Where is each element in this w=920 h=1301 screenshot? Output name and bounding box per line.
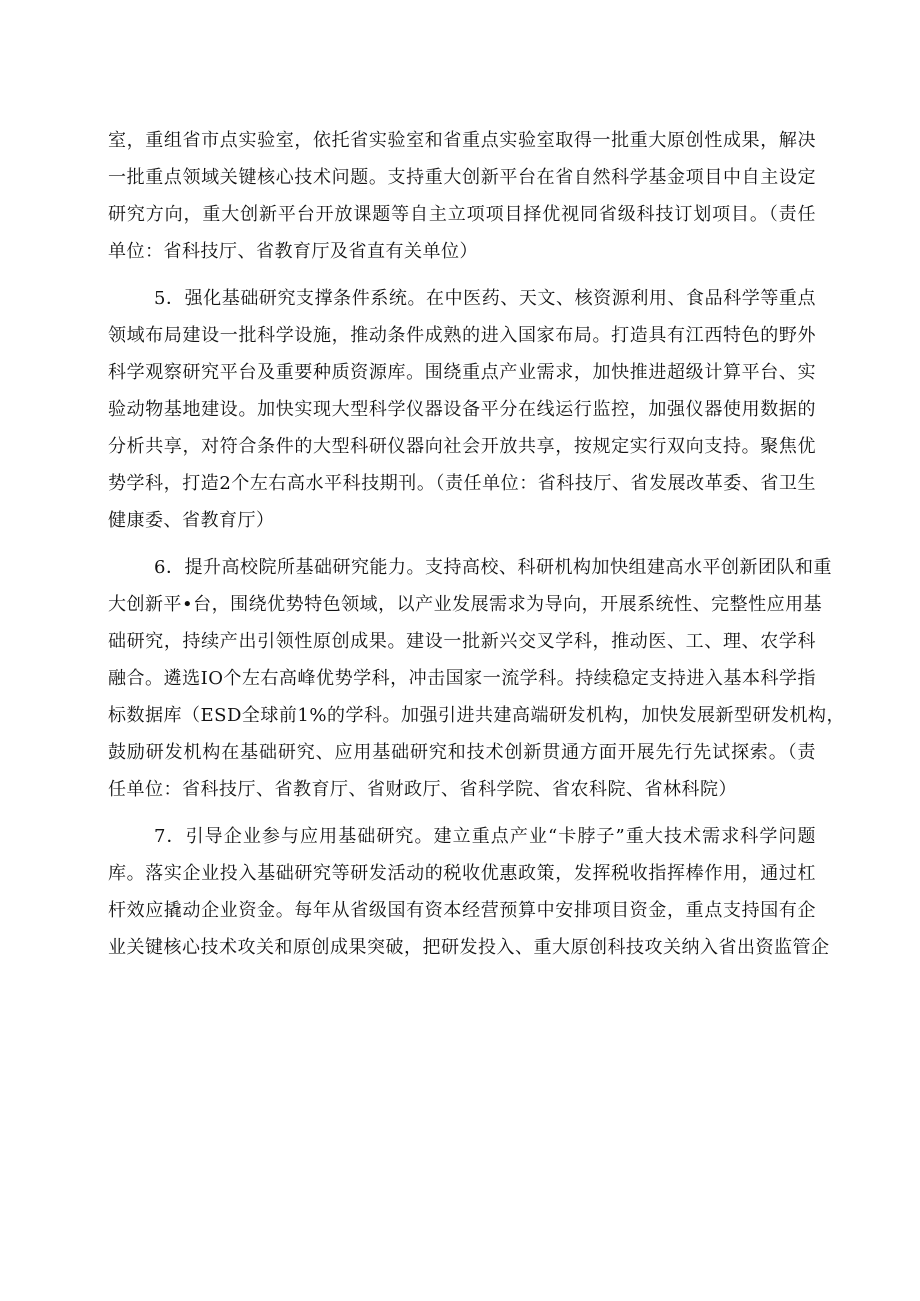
paragraph-heading-line: 5．强化基础研究支撑条件系统。在中医药、天文、核资源利用、食品科学等重点 [154, 288, 816, 309]
paragraph-item-6 [108, 549, 845, 808]
paragraph-item-5 [108, 280, 816, 539]
paragraph-item-7 [108, 818, 830, 966]
text-line: 础研究，持续产出引领性原创成果。建设一批新兴交叉学科，推动医、工、理、农学科 [108, 631, 816, 652]
text-line: 杆效应撬动企业资金。每年从省级国有资本经营预算中安排项目资金，重点支持国有企 [108, 900, 816, 921]
text-line: 分析共享，对符合条件的大型科研仪器向社会开放共享，按规定实行双向支持。聚焦优 [108, 436, 816, 457]
paragraph-heading-line: 6．提升高校院所基础研究能力。支持高校、科研机构加快组建高水平创新团队和重 [154, 557, 832, 578]
text-line: 单位：省科技厅、省教育厅及省直有关单位） [108, 241, 478, 262]
document-body [108, 122, 845, 976]
text-line: 大创新平•台，围绕优势特色领域，以产业发展需求为导向，开展系统性、完整性应用基 [108, 594, 823, 615]
text-line: 一批重点领域关键核心技术问题。支持重大创新平台在省自然科学基金项目中自主设定 [108, 167, 816, 188]
text-line: 任单位：省科技厅、省教育厅、省财政厅、省科学院、省农科院、省林科院） [108, 779, 737, 800]
text-line: 领域布局建设一批科学设施，推动条件成熟的进入国家布局。打造具有江西特色的野外 [108, 325, 816, 346]
paragraph-lab-restructuring [108, 122, 816, 270]
text-line: 业关键核心技术攻关和原创成果突破，把研发投入、重大原创科技攻关纳入省出资监管企 [108, 937, 830, 958]
text-line: 研究方向，重大创新平台开放课题等自主立项项目择优视同省级科技订划项目。（责任 [108, 204, 816, 225]
text-line: 鼓励研发机构在基础研究、应用基础研究和技术创新贯通方面开展先行先试探索。（责 [108, 742, 816, 763]
text-line: 库。落实企业投入基础研究等研发活动的税收优惠政策，发挥税收指挥棒作用，通过杠 [108, 863, 816, 884]
text-line: 融合。遴选IO个左右高峰优势学科，冲击国家一流学科。持续稳定支持进入基本科学指 [108, 668, 816, 689]
text-line: 室，重组省市点实验室，依托省实验室和省重点实验室取得一批重大原创性成果，解决 [108, 130, 816, 151]
text-line: 验动物基地建设。加快实现大型科学仪器设备平分在线运行监控，加强仪器使用数据的 [108, 399, 816, 420]
paragraph-heading-line: 7．引导企业参与应用基础研究。建立重点产业“卡脖子”重大技术需求科学问题 [154, 826, 816, 847]
text-line: 标数据库（ESD全球前1%的学科。加强引进共建高端研发机构，加快发展新型研发机构， [108, 705, 845, 726]
text-line: 健康委、省教育厅） [108, 510, 275, 531]
text-line: 科学观察研究平台及重要种质资源库。围绕重点产业需求，加快推进超级计算平台、实 [108, 362, 816, 383]
text-line: 势学科，打造2个左右高水平科技期刊。（责任单位：省科技厅、省发展改革委、省卫生 [108, 473, 816, 494]
